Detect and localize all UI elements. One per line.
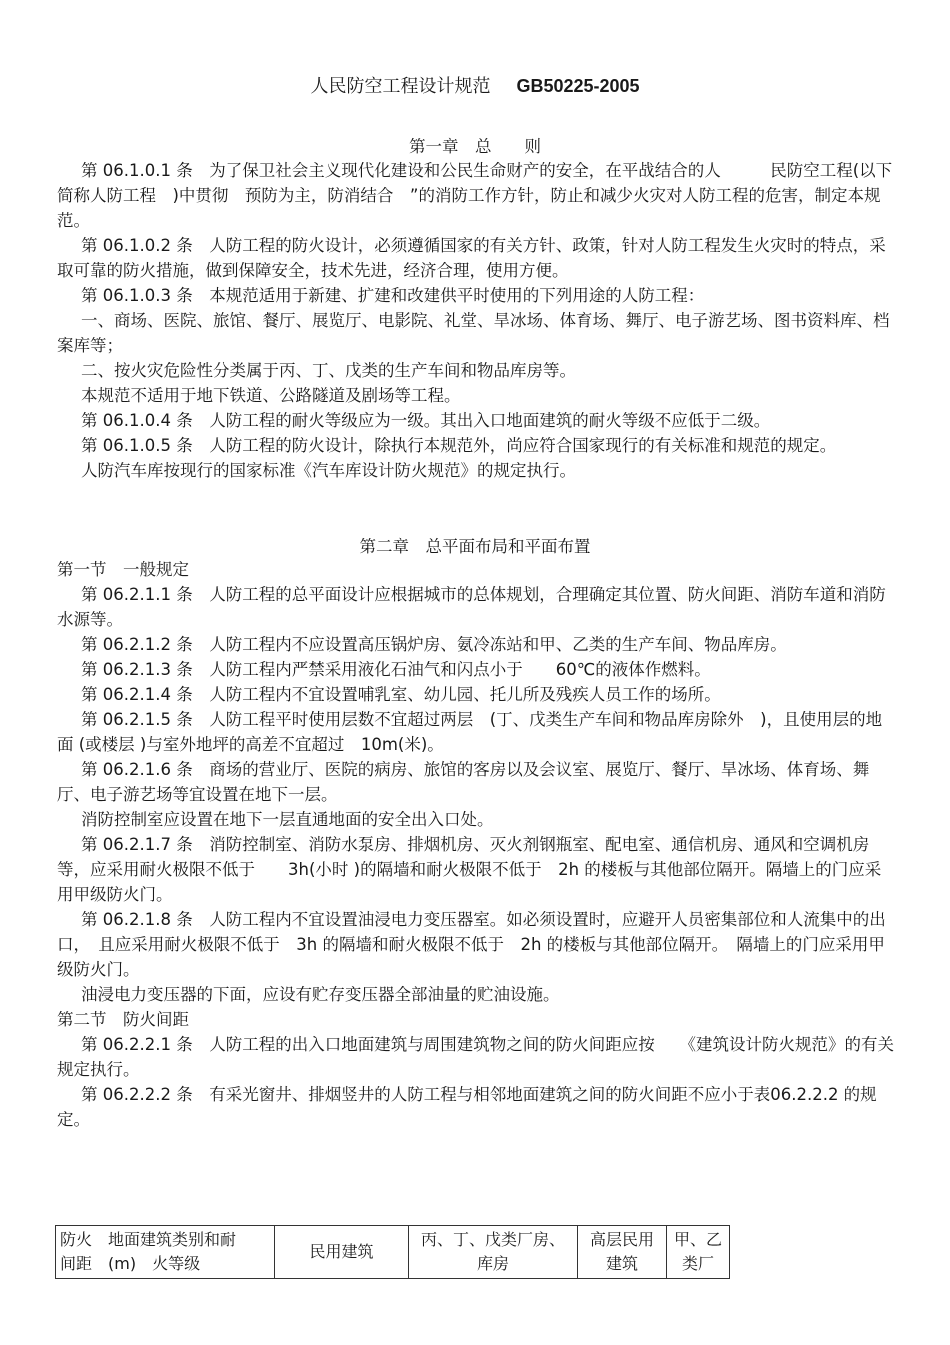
article-06-2-2-1: 第 06.2.2.1 条 人防工程的出入口地面建筑与周围建筑物之间的防火间距应按 《建筑设计防火规范》的有关规定执行。 — [57, 1035, 894, 1079]
fire-separation-table — [55, 1225, 730, 1279]
article-06-1-0-1: 第 06.1.0.1 条 为了保卫社会主义现代化建设和公民生命财产的安全，在平战结合的人 民防空工程(以下简称人防工程 )中贯彻 预防为主，防消结合 ”的消防工作方针，防止和减少火灾对人防工程的危害，制定本规范。 — [57, 161, 893, 230]
section2-title: 第二节 防火间距 — [57, 1010, 189, 1029]
article-06-2-1-5: 第 06.2.1.5 条 人防工程平时使用层数不宜超过两层 (丁、戊类生产车间和物品库房除外 )，且使用层的地面 (或楼层 )与室外地坪的高差不宜超过 10m(米)。 — [57, 710, 883, 754]
table-header-cell — [578, 1226, 667, 1279]
article-06-1-0-3: 第 06.1.0.3 条 本规范适用于新建、扩建和改建供平时使用的下列用途的人防工程： — [81, 286, 705, 305]
header-line: 民用建筑 — [309, 1242, 374, 1261]
chapter1-body — [57, 158, 897, 483]
header-line: 类厂 — [681, 1254, 714, 1273]
article-06-1-0-4: 第 06.1.0.4 条 人防工程的耐火等级应为一级。其出入口地面建筑的耐火等级不应低于二级。 — [81, 411, 771, 430]
article-06-2-1-6: 第 06.2.1.6 条 商场的营业厅、医院的病房、旅馆的客房以及会议室、展览厅、餐厅、旱冰场、体育场、舞厅、电子游艺场等宜设置在地下一层。 — [57, 760, 870, 804]
section1-title: 第一节 一般规定 — [57, 560, 189, 579]
document-title — [0, 72, 950, 98]
standard-code: GB50225-2005 — [516, 76, 640, 96]
table-header-cell — [275, 1226, 409, 1279]
article-06-2-1-1: 第 06.2.1.1 条 人防工程的总平面设计应根据城市的总体规划，合理确定其位置、防火间距、消防车道和消防水源等。 — [57, 585, 886, 629]
table-header-cell — [409, 1226, 578, 1279]
article-06-2-1-2: 第 06.2.1.2 条 人防工程内不应设置高压锅炉房、氨冷冻站和甲、乙类的生产车间、物品库房。 — [81, 635, 787, 654]
article-06-2-1-4: 第 06.2.1.4 条 人防工程内不宜设置哺乳室、幼儿园、托儿所及残疾人员工作的场所。 — [81, 685, 721, 704]
article-06-2-1-3: 第 06.2.1.3 条 人防工程内严禁采用液化石油气和闪点小于 60℃的液体作燃料。 — [81, 660, 711, 679]
chapter2-heading: 第二章 总平面布局和平面布置 — [359, 537, 591, 556]
header-line: 建筑 — [605, 1254, 638, 1273]
chapter2-body — [57, 557, 897, 1132]
table-header-row — [56, 1226, 730, 1279]
header-line: 甲、乙 — [673, 1230, 722, 1249]
chapter1-heading: 第一章 总 则 — [409, 137, 541, 156]
list-item-2: 二、按火灾危险性分类属于丙、丁、戊类的生产车间和物品库房等。 — [81, 361, 576, 380]
list-item-1: 一、商场、医院、旅馆、餐厅、展览厅、电影院、礼堂、旱冰场、体育场、舞厅、电子游艺场、图书资料库、档案库等； — [57, 311, 890, 355]
article-06-2-1-8: 第 06.2.1.8 条 人防工程内不宜设置油浸电力变压器室。如必须设置时，应避开人员密集部位和人流集中的出口， 且应采用耐火极限不低于 3h 的隔墙和耐火极限不低于 2h 的楼板与其他部位隔开。 隔墙上的门应采用甲级防火门。 — [57, 910, 886, 979]
article-06-2-2-2: 第 06.2.2.2 条 有采光窗井、排烟竖井的人防工程与相邻地面建筑之间的防火间距不应小于表06.2.2.2 的规定。 — [57, 1085, 877, 1129]
control-room-note: 消防控制室应设置在地下一层直通地面的安全出入口处。 — [81, 810, 494, 829]
header-line: 高层民用 — [589, 1230, 654, 1249]
garage-note: 人防汽车库按现行的国家标准《汽车库设计防火规范》的规定执行。 — [81, 461, 576, 480]
article-06-1-0-5: 第 06.1.0.5 条 人防工程的防火设计，除执行本规范外，尚应符合国家现行的有关标准和规范的规定。 — [81, 436, 837, 455]
table-header-cell — [56, 1226, 275, 1279]
transformer-note: 油浸电力变压器的下面，应设有贮存变压器全部油量的贮油设施。 — [81, 985, 560, 1004]
article-06-2-1-7: 第 06.2.1.7 条 消防控制室、消防水泵房、排烟机房、灭火剂钢瓶室、配电室、通信机房、通风和空调机房等，应采用耐火极限不低于 3h(小时 )的隔墙和耐火极限不低于 2h 的楼板与其他部位隔开。隔墙上的门应采用甲级防火门。 — [57, 835, 882, 904]
table-header-cell — [667, 1226, 730, 1279]
exclusion-note: 本规范不适用于地下铁道、公路隧道及剧场等工程。 — [81, 386, 461, 405]
header-line: 库房 — [476, 1254, 509, 1273]
title-text: 人民防空工程设计规范 — [310, 76, 491, 97]
article-06-1-0-2: 第 06.1.0.2 条 人防工程的防火设计，必须遵循国家的有关方针、政策，针对人防工程发生火灾时的特点，采取可靠的防火措施，做到保障安全，技术先进，经济合理，使用方便。 — [57, 236, 886, 280]
header-line: 丙、丁、戊类厂房、 — [420, 1230, 565, 1249]
header-line: 间距 (m) 火等级 — [60, 1254, 201, 1273]
header-line: 防火 地面建筑类别和耐 — [60, 1230, 237, 1249]
